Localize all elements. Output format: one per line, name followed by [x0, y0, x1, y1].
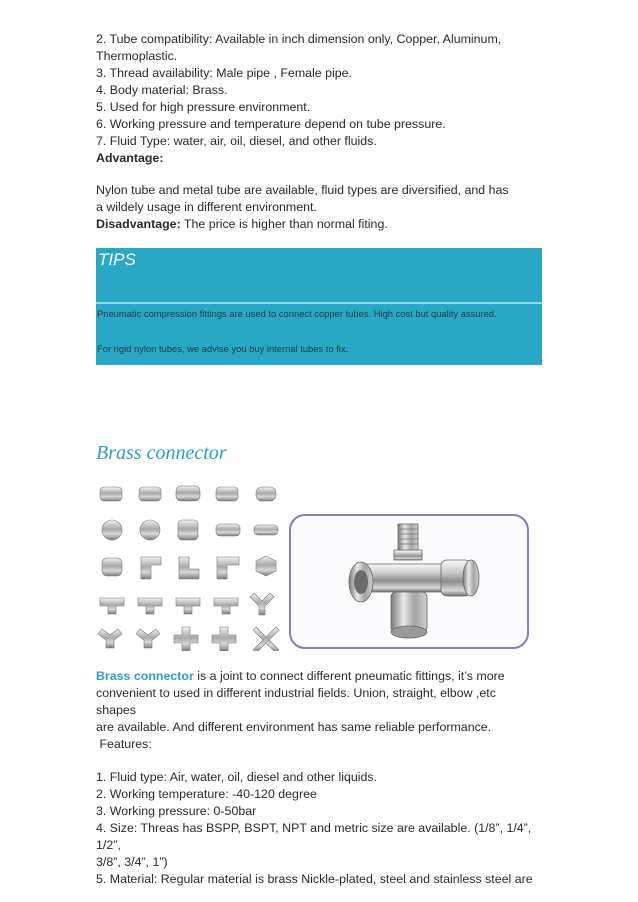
description-line-rest: is a joint to connect different pneumatic fittings, it’s more [193, 669, 505, 683]
list-item: 5. Material: Regular material is brass Nickle-plated, steel and stainless steel are [96, 872, 533, 886]
advantage-line: Nylon tube and metal tube are available, fluid types are diversified, and has [96, 183, 509, 197]
fitting-thumbnail [102, 520, 278, 540]
fitting-thumbnail [100, 593, 274, 615]
description-line: convenient to used in different industrial fields. Union, straight, elbow ,etc shapes [96, 686, 496, 717]
advantage-heading: Advantage: [96, 151, 164, 165]
tips-line: For rigid nylon tubes, we advise you buy internal tubes to fix. [97, 343, 349, 354]
disadvantage-heading: Disadvantage: [96, 217, 181, 231]
features-heading: Features: [96, 737, 152, 751]
disadvantage-line [96, 216, 566, 233]
features-list [96, 769, 536, 888]
list-item: 2. Tube compatibility: Available in inch dimension only, Copper, Aluminum, [96, 32, 502, 46]
thumbnail-grid [96, 481, 282, 651]
tips-title: TIPS [98, 250, 136, 269]
fitting-thumbnail [98, 627, 279, 651]
product-image-frame [289, 514, 529, 649]
description-text [96, 668, 536, 736]
tips-line: Pneumatic compression fittings are used to connect copper tubes. High cost but quality assured. [97, 308, 497, 319]
list-item: 4. Size: Threas has BSPP, BSPT, NPT and metric size are available. (1/8”, 1/4”, 1/2”, [96, 821, 532, 852]
list-item: 4. Body material: Brass. [96, 83, 228, 97]
brass-cross-connector-icon [291, 516, 527, 647]
list-item: Thermoplastic. [96, 49, 178, 63]
list-item: 5. Used for high pressure environment. [96, 100, 311, 114]
list-item: 3. Thread availability: Male pipe , Female pipe. [96, 66, 352, 80]
list-item: 7. Fluid Type: water, air, oil, diesel, and other fluids. [96, 134, 377, 148]
list-item: 2. Working temperature: -40-120 degree [96, 787, 317, 801]
description-line [96, 668, 536, 685]
list-item: 3/8”, 3/4”, 1”) [96, 855, 168, 869]
advantage-line: a wildely usage in different environment. [96, 200, 317, 214]
list-item: 3. Working pressure: 0-50bar [96, 804, 257, 818]
description-line: are available. And different environment has same reliable performance. [96, 720, 492, 734]
brass-fittings-thumbnails-icon [96, 481, 282, 651]
tips-box [96, 248, 542, 365]
tips-divider [96, 302, 542, 304]
fitting-thumbnail [102, 556, 276, 579]
advantage-text [96, 182, 566, 233]
disadvantage-text: The price is higher than normal fiting. [180, 217, 388, 231]
brass-connector-link[interactable]: Brass connector [96, 669, 194, 683]
section-title: Brass connector [96, 442, 227, 464]
fitting-thumbnail [100, 486, 276, 501]
list-item: 1. Fluid type: Air, water, oil, diesel and other liquids. [96, 770, 378, 784]
list-item: 6. Working pressure and temperature depend on tube pressure. [96, 117, 446, 131]
spec-list [96, 31, 556, 167]
